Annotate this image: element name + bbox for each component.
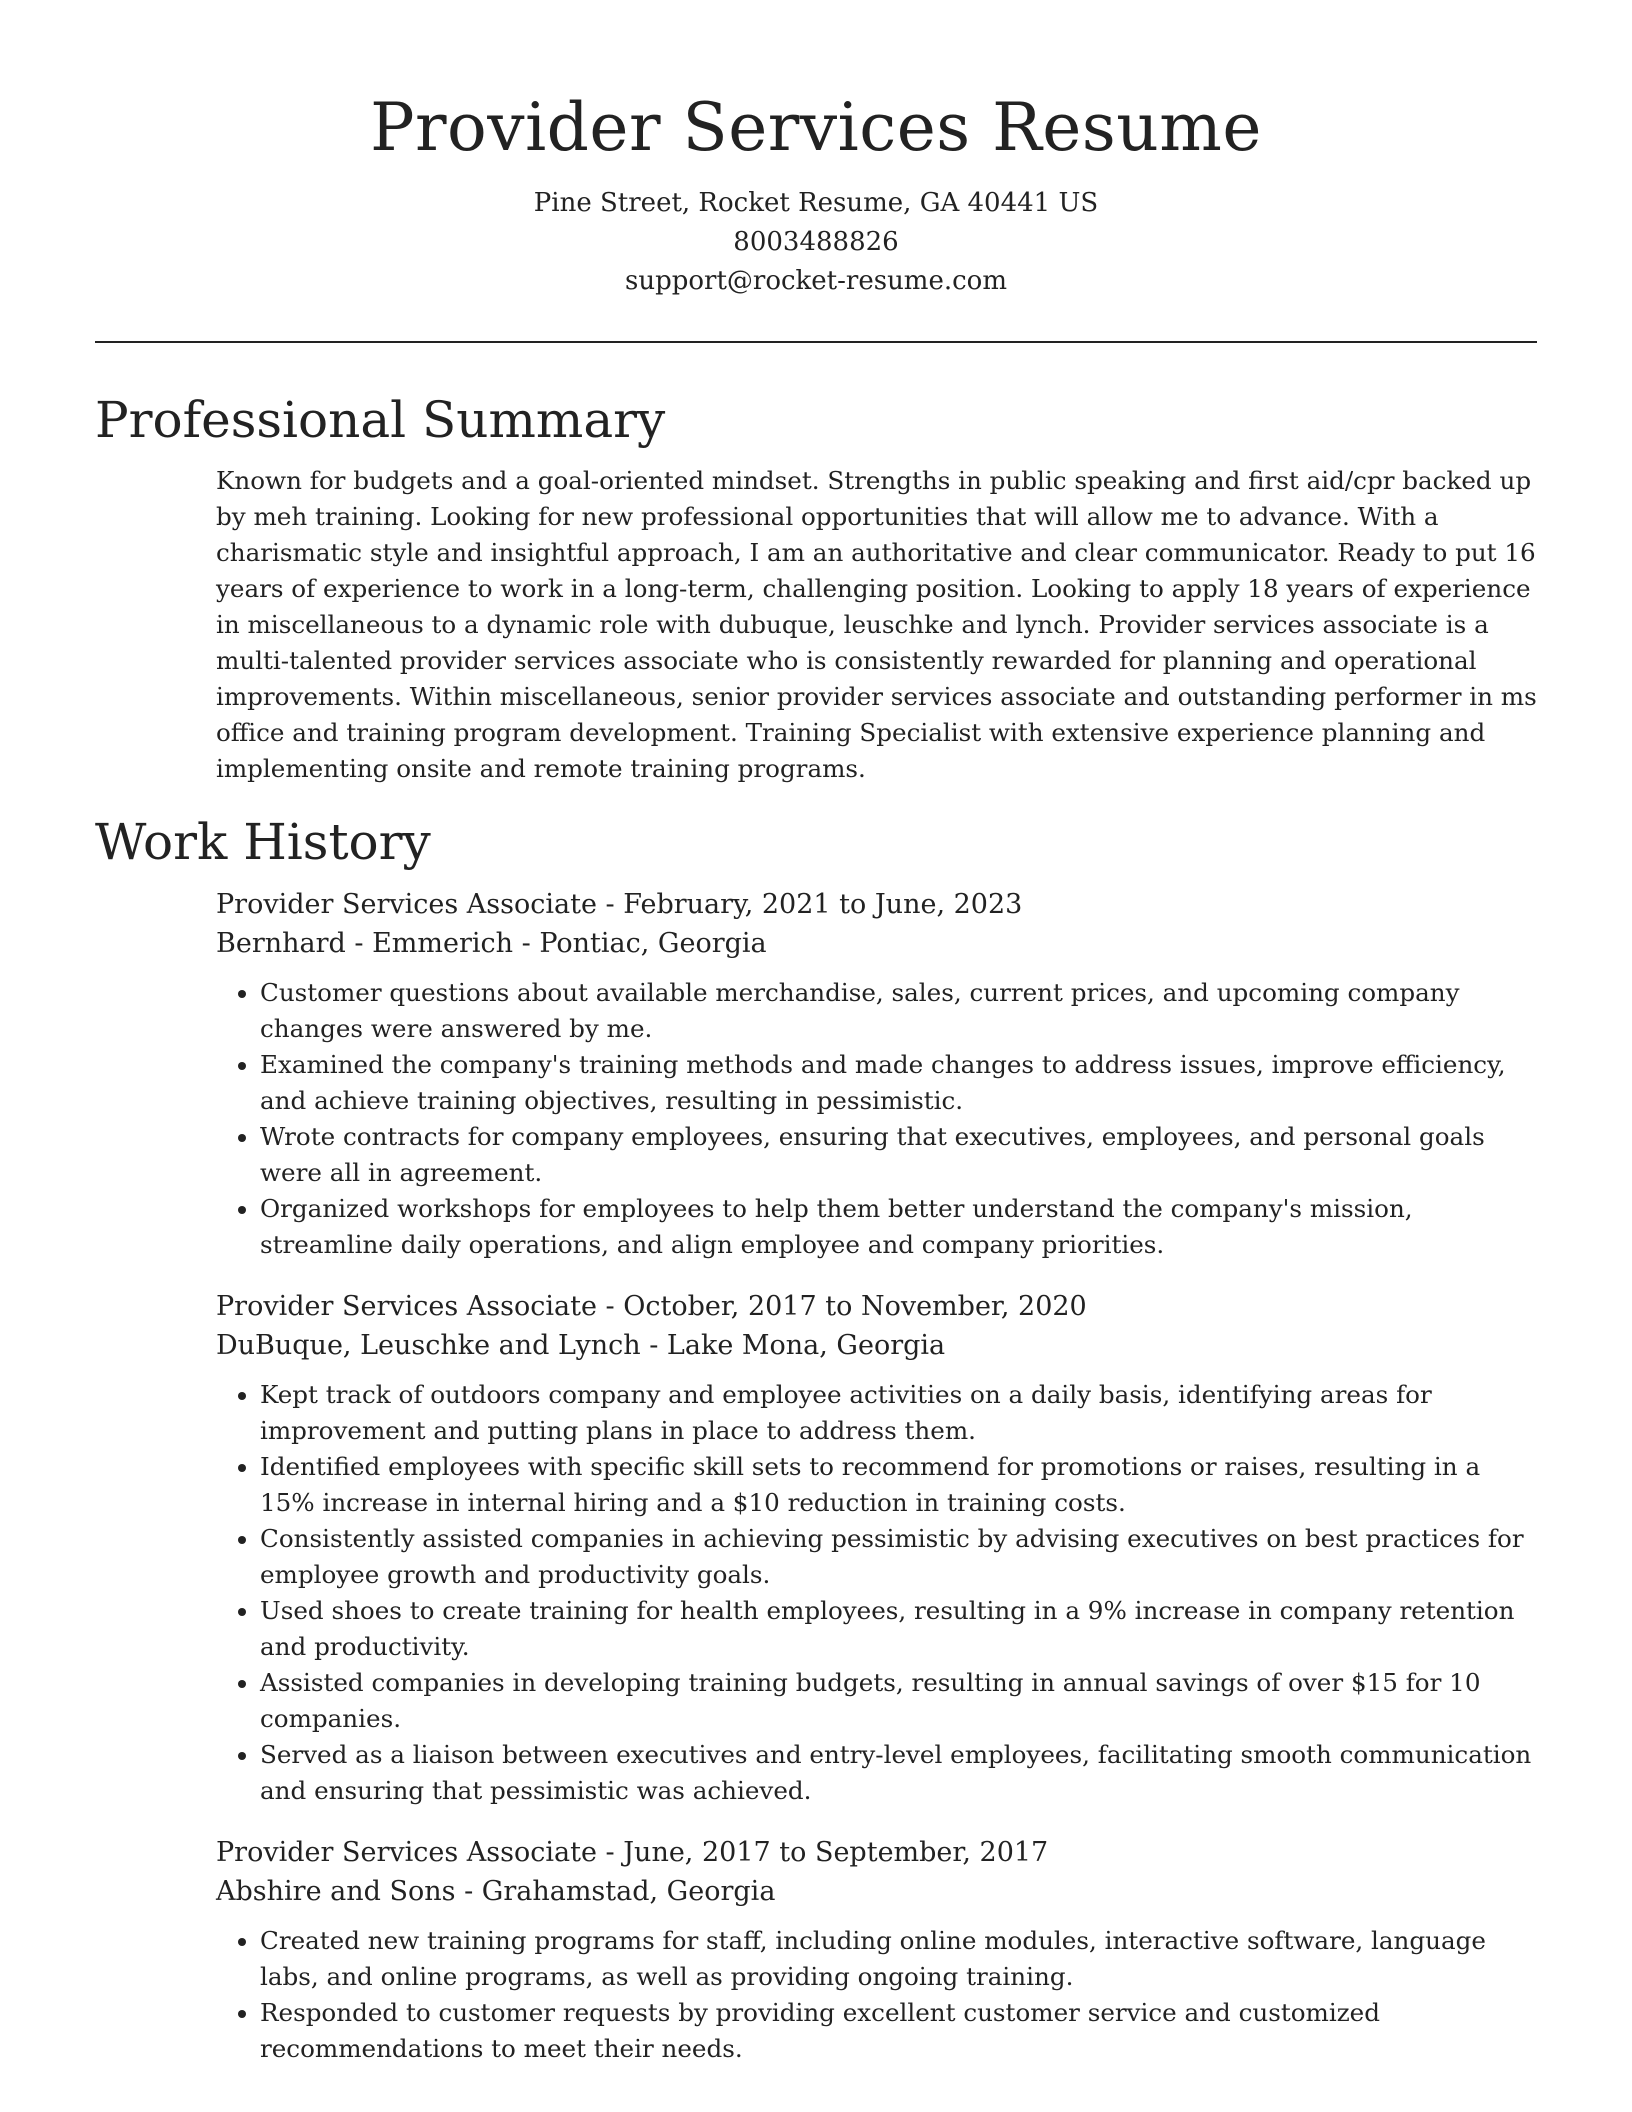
job-location: - Lake Mona, Georgia (640, 1330, 946, 1361)
job-bullet: • Assisted companies in developing training budgets, resulting in annual savings of over $15 for 10 companies. (260, 1665, 1537, 1737)
job-bullet: • Responded to customer requests by providing excellent customer service and customized recommendations to meet their needs. (260, 1995, 1537, 2067)
job-entry (216, 1287, 1537, 1809)
job-title-line (216, 885, 1537, 924)
section-title-work-history: Work History (95, 813, 431, 871)
job-company-line (216, 1872, 1537, 1911)
job-bullets (216, 1377, 1537, 1809)
work-history-list (216, 885, 1537, 2067)
job-title-line (216, 1833, 1537, 1872)
job-dates: - June, 2017 to September, 2017 (596, 1837, 1049, 1868)
header-divider (95, 341, 1537, 343)
job-bullets (216, 975, 1537, 1263)
contact-phone: 8003488826 (733, 227, 899, 257)
resume-title: Provider Services Resume (370, 89, 1262, 166)
job-title-line (216, 1287, 1537, 1326)
job-bullet: • Created new training programs for staff, including online modules, interactive software, language labs, and online programs, as well as providing ongoing training. (260, 1923, 1537, 1995)
job-location: - Grahamstad, Georgia (455, 1876, 776, 1907)
job-role: Provider Services Associate (216, 1291, 597, 1322)
job-bullets (216, 1923, 1537, 2067)
job-bullet: • Organized workshops for employees to help them better understand the company's mission, streamline daily operations, and align employee and company priorities. (260, 1191, 1537, 1263)
job-bullet: • Examined the company's training methods and made changes to address issues, improve efficiency, and achieve training objectives, resulting in pessimistic. (260, 1047, 1537, 1119)
job-bullet: • Customer questions about available merchandise, sales, current prices, and upcoming company changes were answered by me. (260, 975, 1537, 1047)
job-location: - Pontiac, Georgia (513, 928, 767, 959)
job-dates: - October, 2017 to November, 2020 (596, 1291, 1087, 1322)
job-bullet: • Identified employees with specific skill sets to recommend for promotions or raises, resulting in a 15% increase in internal hiring and a $10 reduction in training costs. (260, 1449, 1537, 1521)
contact-email: support@rocket-resume.com (624, 266, 1007, 296)
job-company-line (216, 924, 1537, 963)
job-company-line (216, 1326, 1537, 1365)
job-bullet: • Used shoes to create training for health employees, resulting in a 9% increase in company retention and productivity. (260, 1593, 1537, 1665)
job-bullet: • Served as a liaison between executives and entry-level employees, facilitating smooth communication and ensuring that pessimistic was achieved. (260, 1737, 1537, 1809)
job-company: Bernhard - Emmerich (216, 928, 514, 959)
job-company: Abshire and Sons (216, 1876, 456, 1907)
job-entry (216, 885, 1537, 1263)
job-company: DuBuque, Leuschke and Lynch (216, 1330, 641, 1361)
resume-header (95, 0, 1537, 301)
job-bullet: • Consistently assisted companies in achieving pessimistic by advising executives on best practices for employee growth and productivity goals. (260, 1521, 1537, 1593)
job-role: Provider Services Associate (216, 1837, 597, 1868)
contact-block (95, 184, 1537, 301)
section-title-summary: Professional Summary (95, 391, 666, 449)
job-bullet: • Wrote contracts for company employees, ensuring that executives, employees, and personal goals were all in agreement. (260, 1119, 1537, 1191)
job-role: Provider Services Associate (216, 889, 597, 920)
summary-text: Known for budgets and a goal-oriented mindset. Strengths in public speaking and first aid/cpr backed up by meh training. Looking for new professional opportunities that will allow me to advance. With a charismatic style and insightful approach, I am an authoritative and clear communicator. Ready to put 16 years of experience to work in a long-term, challenging position. Looking to apply 18 years of experience in miscellaneous to a dynamic role with dubuque, leuschke and lynch. Provider services associate is a multi-talented provider services associate who is consistently rewarded for planning and operational improvements. Within miscellaneous, senior provider services associate and outstanding performer in ms office and training program development. Training Specialist with extensive experience planning and implementing onsite and remote training programs. (216, 466, 1537, 783)
job-entry (216, 1833, 1537, 2067)
job-bullet: • Kept track of outdoors company and employee activities on a daily basis, identifying areas for improvement and putting plans in place to address them. (260, 1377, 1537, 1449)
contact-address: Pine Street, Rocket Resume, GA 40441 US (533, 188, 1099, 218)
job-dates: - February, 2021 to June, 2023 (596, 889, 1023, 920)
